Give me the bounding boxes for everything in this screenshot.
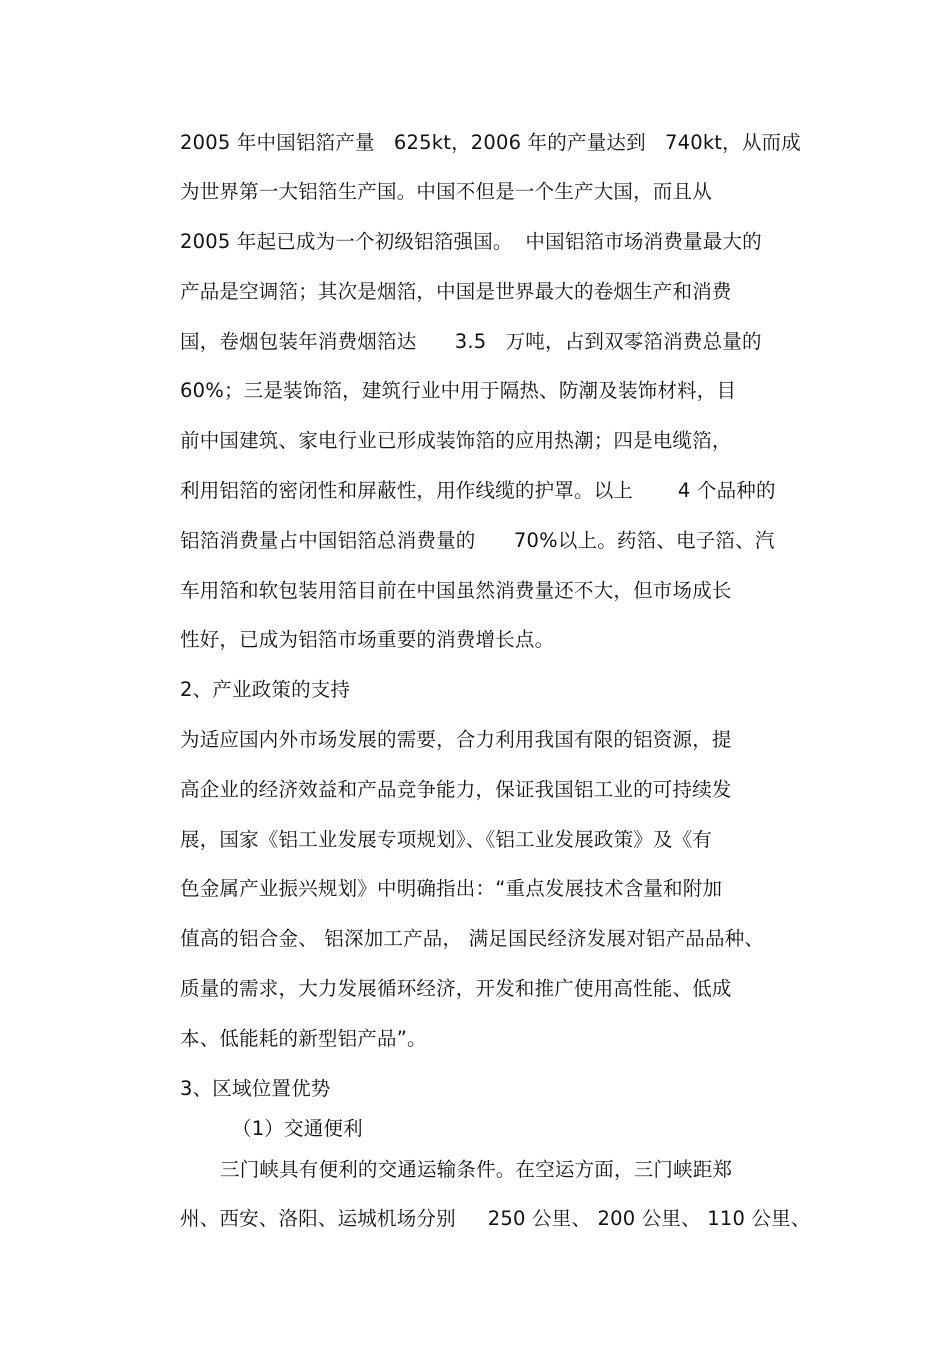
text-line: 值高的铝合金、 铝深加工产品， 满足国民经济发展对铝产品品种、 [180,927,765,950]
text-line: 三门峡具有便利的交通运输条件。在空运方面，三门峡距郑 [220,1158,733,1181]
text-line: 车用箔和软包装用箔目前在中国虽然消费量还不大，但市场成长 [180,579,732,602]
text-line: 为适应国内外市场发展的需要，合力利用我国有限的铝资源，提 [180,728,732,751]
text-line: 州、西安、洛阳、运城机场分别 250 公里、 200 公里、 110 公里、 [180,1207,811,1230]
text-line: 前中国建筑、家电行业已形成装饰箔的应用热潮；四是电缆箔， [180,429,732,452]
text-line: 为世界第一大铝箔生产国。中国不但是一个生产大国，而且从 [180,180,712,203]
text-line: 国，卷烟包装年消费烟箔达 3.5 万吨，占到双零箔消费总量的 [180,330,762,353]
text-line: 高企业的经济效益和产品竞争能力，保证我国铝工业的可持续发 [180,778,732,801]
text-line: 色金属产业振兴规划》中明确指出：“重点发展技术含量和附加 [180,877,723,900]
text-line: 铝箔消费量占中国铝箔总消费量的 70%以上。药箔、电子箔、汽 [180,529,775,552]
subsection-heading: （1）交通便利 [232,1117,363,1140]
text-line: 质量的需求，大力发展循环经济，开发和推广使用高性能、低成 [180,977,732,1000]
text-line: 60%；三是装饰箔，建筑行业中用于隔热、防潮及装饰材料，目 [180,379,737,402]
text-line: 产品是空调箔；其次是烟箔，中国是世界最大的卷烟生产和消费 [180,280,732,303]
text-line: 2005 年起已成为一个初级铝箔强国。 中国铝箔市场消费量最大的 [180,230,762,253]
text-line: 2005 年中国铝箔产量 625kt，2006 年的产量达到 740kt，从而成 [180,131,801,154]
text-line: 性好，已成为铝箔市场重要的消费增长点。 [180,628,555,651]
section-heading: 2、产业政策的支持 [180,678,351,701]
text-line: 展，国家《铝工业发展专项规划》、《铝工业发展政策》及《有 [180,828,713,851]
text-line: 本、低能耗的新型铝产品”。 [180,1027,427,1050]
text-line: 利用铝箔的密闭性和屏蔽性，用作线缆的护罩。以上 4 个品种的 [180,479,776,502]
section-heading: 3、区域位置优势 [180,1077,331,1100]
